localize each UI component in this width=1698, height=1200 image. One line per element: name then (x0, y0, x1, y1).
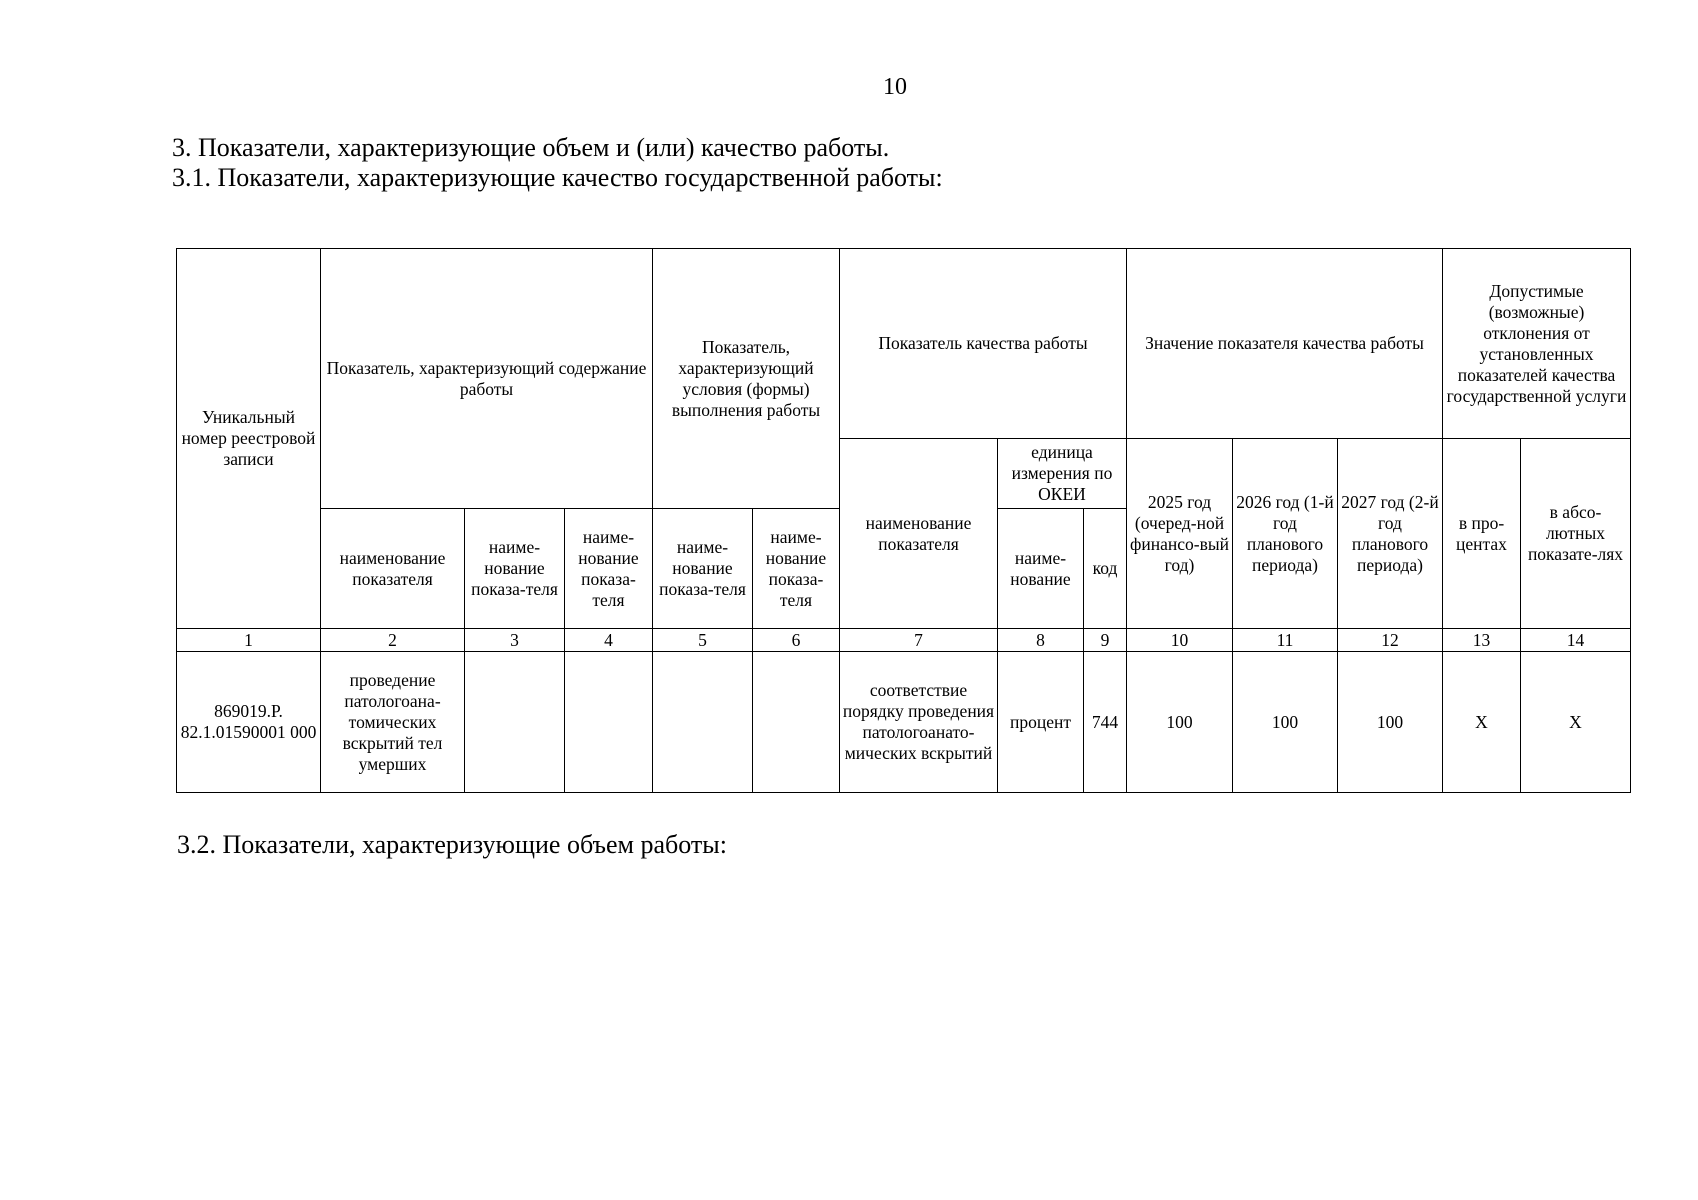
header-conditions-indicator: Показатель, характеризующий условия (формы) выполнения работы (653, 249, 840, 509)
column-number: 9 (1084, 629, 1127, 652)
cell-unit-name: процент (998, 652, 1084, 793)
header-deviations: Допустимые (возможные) отклонения от установленных показателей качества государственной услуги (1443, 249, 1631, 439)
column-number: 6 (753, 629, 840, 652)
header-quality-indicator: Показатель качества работы (840, 249, 1127, 439)
cell-empty (465, 652, 565, 793)
header-indicator-name-6: наиме-нование показа-теля (753, 509, 840, 629)
header-indicator-name-7: наименование показателя (840, 439, 998, 629)
header-indicator-name-5: наиме-нование показа-теля (653, 509, 753, 629)
column-number: 1 (177, 629, 321, 652)
page-number: 10 (883, 74, 907, 100)
header-unit-name: наиме-нование (998, 509, 1084, 629)
cell-empty (565, 652, 653, 793)
column-number: 2 (321, 629, 465, 652)
quality-indicators-table (176, 248, 1631, 793)
header-year-2025: 2025 год (очеред-ной финансо-вый год) (1127, 439, 1233, 629)
column-number: 7 (840, 629, 998, 652)
header-content-indicator: Показатель, характеризующий содержание работы (321, 249, 653, 509)
header-unit-okei: единица измерения по ОКЕИ (998, 439, 1127, 509)
cell-unit-code: 744 (1084, 652, 1127, 793)
header-in-percent: в про-центах (1443, 439, 1521, 629)
header-in-absolute: в абсо-лютных показате-лях (1521, 439, 1631, 629)
cell-value-2026: 100 (1233, 652, 1338, 793)
section-3-heading: 3. Показатели, характеризующие объем и (или) качество работы. (172, 133, 890, 162)
cell-value-2027: 100 (1338, 652, 1443, 793)
section-3-2-heading: 3.2. Показатели, характеризующие объем работы: (177, 830, 727, 859)
column-number: 8 (998, 629, 1084, 652)
column-number: 10 (1127, 629, 1233, 652)
header-unit-code: код (1084, 509, 1127, 629)
header-year-2027: 2027 год (2-й год планового периода) (1338, 439, 1443, 629)
cell-empty (753, 652, 840, 793)
section-3-1-heading: 3.1. Показатели, характеризующие качество государственной работы: (172, 163, 943, 192)
column-number: 5 (653, 629, 753, 652)
column-number: 14 (1521, 629, 1631, 652)
header-indicator-name-4: наиме-нование показа-теля (565, 509, 653, 629)
cell-work-content: проведение патологоана-томических вскрытий тел умерших (321, 652, 465, 793)
cell-empty (653, 652, 753, 793)
column-number: 13 (1443, 629, 1521, 652)
column-number: 4 (565, 629, 653, 652)
column-number-row (177, 629, 1631, 652)
cell-deviation-percent: Х (1443, 652, 1521, 793)
table-row (177, 652, 1631, 793)
header-unique-number: Уникальный номер реестровой записи (177, 249, 321, 629)
column-number: 11 (1233, 629, 1338, 652)
header-quality-value: Значение показателя качества работы (1127, 249, 1443, 439)
cell-value-2025: 100 (1127, 652, 1233, 793)
cell-deviation-absolute: Х (1521, 652, 1631, 793)
header-indicator-name-3: наиме-нование показа-теля (465, 509, 565, 629)
header-indicator-name-2: наименование показателя (321, 509, 465, 629)
header-year-2026: 2026 год (1-й год планового периода) (1233, 439, 1338, 629)
cell-quality-indicator-name: соответствие порядку проведения патологоанато-мических вскрытий (840, 652, 998, 793)
column-number: 12 (1338, 629, 1443, 652)
cell-registry-number: 869019.Р. 82.1.01590001 000 (177, 652, 321, 793)
column-number: 3 (465, 629, 565, 652)
